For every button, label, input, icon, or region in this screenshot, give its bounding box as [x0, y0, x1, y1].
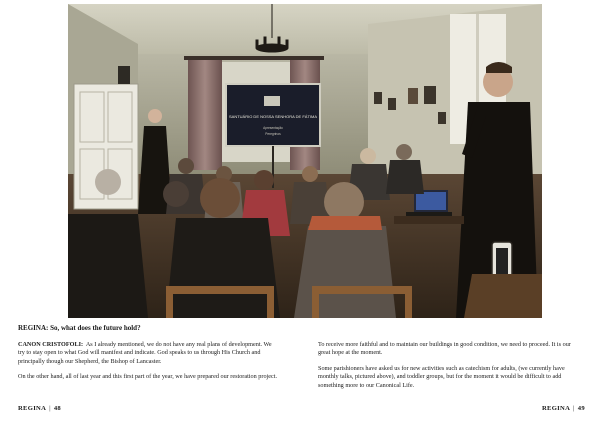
- screen-line-2: Apresentação: [263, 126, 283, 130]
- folio-left: [18, 405, 61, 412]
- right-paragraph-1: To receive more faithful and to maintain our buildings in good condition, we need to proceed. It is our great hope at the moment.: [318, 341, 571, 357]
- screen-line-3: Peregrinos: [265, 132, 281, 136]
- folio-right-separator: |: [573, 405, 575, 412]
- folio-left-page: 48: [53, 405, 62, 412]
- answer-paragraph-1: [18, 341, 280, 366]
- right-column: [318, 341, 580, 397]
- right-paragraph-2: Some parishioners have asked us for new activities such as catechism for adults, (we currently have monthly talks, pictured above), and toddler groups, but for the moment it would be difficult to add something more to our Canonical Life.: [318, 364, 565, 389]
- speaker-label: CANON CRISTOFOLI:: [18, 341, 84, 348]
- folio-right-brand: REGINA: [541, 405, 571, 412]
- parish-talk-scene: [68, 4, 542, 318]
- left-column: [18, 341, 280, 389]
- folio-right-page: 49: [577, 405, 585, 412]
- table: [394, 216, 464, 224]
- folio-right: [542, 405, 585, 412]
- interview-question: REGINA: So, what does the future hold?: [18, 324, 141, 332]
- folio-left-separator: |: [49, 405, 51, 412]
- folio-left-brand: REGINA: [18, 405, 47, 412]
- answer-paragraph-2: On the other hand, all of last year and this first part of the year, we have prepared our restoration project.: [18, 373, 278, 381]
- screen-title: SANTUÁRIO DE NOSSA SENHORA DE FÁTIMA: [228, 114, 318, 119]
- answer-text-1: As I already mentioned, we do not have any real plans of development. We try to stay open to what God will manifest and indicate. God speaks to us through His Church and principally though our Shepherd, the Bishop of Lancaster.: [18, 341, 272, 365]
- talk-photograph: [68, 4, 542, 318]
- curtain-left: [188, 60, 222, 170]
